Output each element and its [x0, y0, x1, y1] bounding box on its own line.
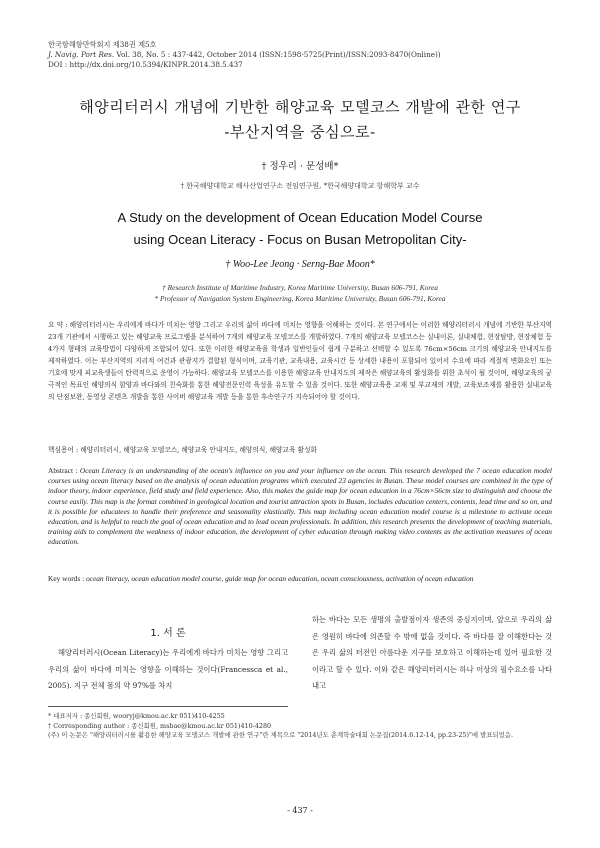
body-left-column: 해양리터러시(Ocean Literacy)는 우리에게 바다가 미치는 영향 그리고 우리의 삶이 바다에 미치는 영향을 이해하는 것이다(Francessca et al., 2005). 지구 전체 몸의 약 97%를 차지 [48, 648, 288, 690]
keywords-en [48, 574, 552, 584]
authors-ko: † 정우리 · 문성배* [261, 161, 339, 172]
subtitle-ko: -부산지역을 중심으로- [224, 123, 376, 141]
abstract-ko: 요 약 : 해양리터러시는 우리에게 바다가 미치는 영향 그리고 우리의 삶이 바다에 미치는 영향을 이해하는 것이다. 본 연구에서는 이러한 해양리터러시 개념에 기반한 부산지역 23개 기관에서 시행하고 있는 해양교육 프로그램을 분석하여 7개의 해양교육 모델코스를 개발하였다. 7개의 해양교육 모델코스는 실내이론, 실내체험, 현장탐방, 현장체험 등 4가지 형태의 교육방법이 다양하게 조합되어 있다. 또한 이러한 해양교육을 학생과 일반인들이 쉽게 구분하고 선택할 수 있도록 76cm×56cm 크기의 해양교육 안내지도를 제작하였다. 이는 부산지역의 지리적 여건과 관광지가 결합된 형식이며, 교육기관, 교육내용, 교육시간 등 상세한 내용이 포함되어 있어서 수요에 따라 계절적 변화요인 또는 기호에 맞게 피교육생들이 탄력적으로 운영이 가능하다. 해양교육 모델코스를 이용한 해양교육 안내지도의 제작은 해양교육의 활성화를 위한 초석이 될 것이며, 해양교육의 궁극적인 목표인 해양의식 함양과 바다와의 친숙화를 통한 해양전문인력 육성을 유도할 수 있을 것이다. 또한 해양교육용 교재 및 부교재의 개발, 교육보조재를 활용한 실내교육의 단점보완, 동영상 콘텐츠 개발을 통한 사이버 해양교육 개발 등을 통한 후속연구가 지속되어야 할 것이다. [48, 321, 552, 401]
footnote-2: † Corresponding author : 종신회원, msbae@kmou.ac.kr 051)410-4280 [48, 721, 272, 730]
footnote-1: * 대표저자 : 종신회원, wooryj@kmou.ac.kr 051)410-4255 [48, 712, 225, 720]
journal-header [48, 40, 441, 70]
affiliation-en-2: * Professor of Navigation System Engineering, Korea Maritime University, Busan 606-791, Korea [154, 294, 446, 303]
title-en [0, 207, 600, 251]
body-right-column: 하는 바다는 모든 생명의 출발점이자 생존의 중심지이며, 앞으로 우리의 삶은 영원히 바다에 의존할 수 밖에 없을 것이다. 즉 바다를 잘 이해한다는 것은 우리 삶의 터전인 아름다운 지구를 보호하고 이해하는데 있어 필요한 것이라고 할 수 있다. 이와 같은 해양리터러시는 하나 이상의 필수요소를 나타내고 [312, 615, 552, 690]
page-number: - 437 - [287, 806, 313, 815]
authors-en: † Woo-Lee Jeong · Serng-Bae Moon* [225, 259, 375, 270]
title-en-line1: A Study on the development of Ocean Education Model Course [117, 210, 483, 225]
citation-details: Vol. 38, No. 5 : 437-442, October 2014 (ISSN:1598-5725(Print)/ISSN:2093-8470(Online)) [116, 50, 441, 59]
keywords-ko: 핵심용어 : 해양리터러시, 해양교육 모델코스, 해양교육 안내지도, 해양의식, 해양교육 활성화 [48, 446, 317, 454]
doi[interactable]: DOI : http://dx.doi.org/10.5394/KINPR.2014.38.5.437 [48, 60, 243, 69]
footnote-divider [48, 706, 288, 707]
affiliation-en-1: † Research Institute of Maritime Industry, Korea Maritime University, Busan 606-791, Korea [162, 283, 438, 292]
abstract-en [48, 466, 552, 548]
keywords-en-label: Key words : [48, 574, 86, 583]
title-en-line2: using Ocean Literacy - Focus on Busan Metropolitan City- [133, 232, 467, 247]
affiliations-ko: † 한국해양대학교 해사산업연구소 전임연구원, *한국해양대학교 항해학부 교수 [180, 182, 420, 190]
section-title-introduction: 1. 서 론 [150, 628, 186, 639]
journal-citation [48, 50, 441, 60]
journal-name-en: J. Navig. Port Res. [48, 50, 115, 59]
journal-name-ko: 한국항해항만학회지 제38권 제5호 [48, 40, 157, 49]
abstract-en-text: Ocean Literacy is an understanding of the ocean's influence on you and your influence on the ocean. This research developed the 7 ocean education model courses using ocean literacy based on the analysis of ocean education programs which executed 23 agencies in Busan. These model courses are combined in the type of indoor theory, indoor experience, field study and field experience. Also, this makes the guide map for ocean education in a 76cm×56cm size to distinguish and choose the course easily. This map is the format combined in geological location and tourist attraction spots in Busan, includes education centers, contents, lead time and so on, and it is possible for educatees to handle their preference and seasonality elastically. This map including ocean education model course is a milestone to activate ocean education, and is helpful to reach the goal of ocean education and to lead ocean professionals. In addition, this research presents the development of teaching materials, training aids to complement the weakness of indoor education, the development of cyber education through making video contents as the activation measures of ocean education. [48, 466, 552, 547]
footnotes [48, 712, 552, 741]
abstract-en-label: Abstract : [48, 466, 80, 475]
title-ko: 해양리터러시 개념에 기반한 해양교육 모델코스 개발에 관한 연구 [79, 98, 521, 116]
keywords-en-text: ocean literacy, ocean education model course, guide map for ocean education, ocean consciousness, activation of ocean education [85, 574, 474, 583]
affiliations-en [0, 282, 600, 304]
footnote-3: (주) 이 논문은 "해양리터러시를 활용한 해양교육 모델코스 개발에 관한 연구"란 제목으로 "2014년도 춘계학술대회 논문집(2014.6.12-14, pp.23-25)"에 발표되었음. [48, 731, 513, 740]
